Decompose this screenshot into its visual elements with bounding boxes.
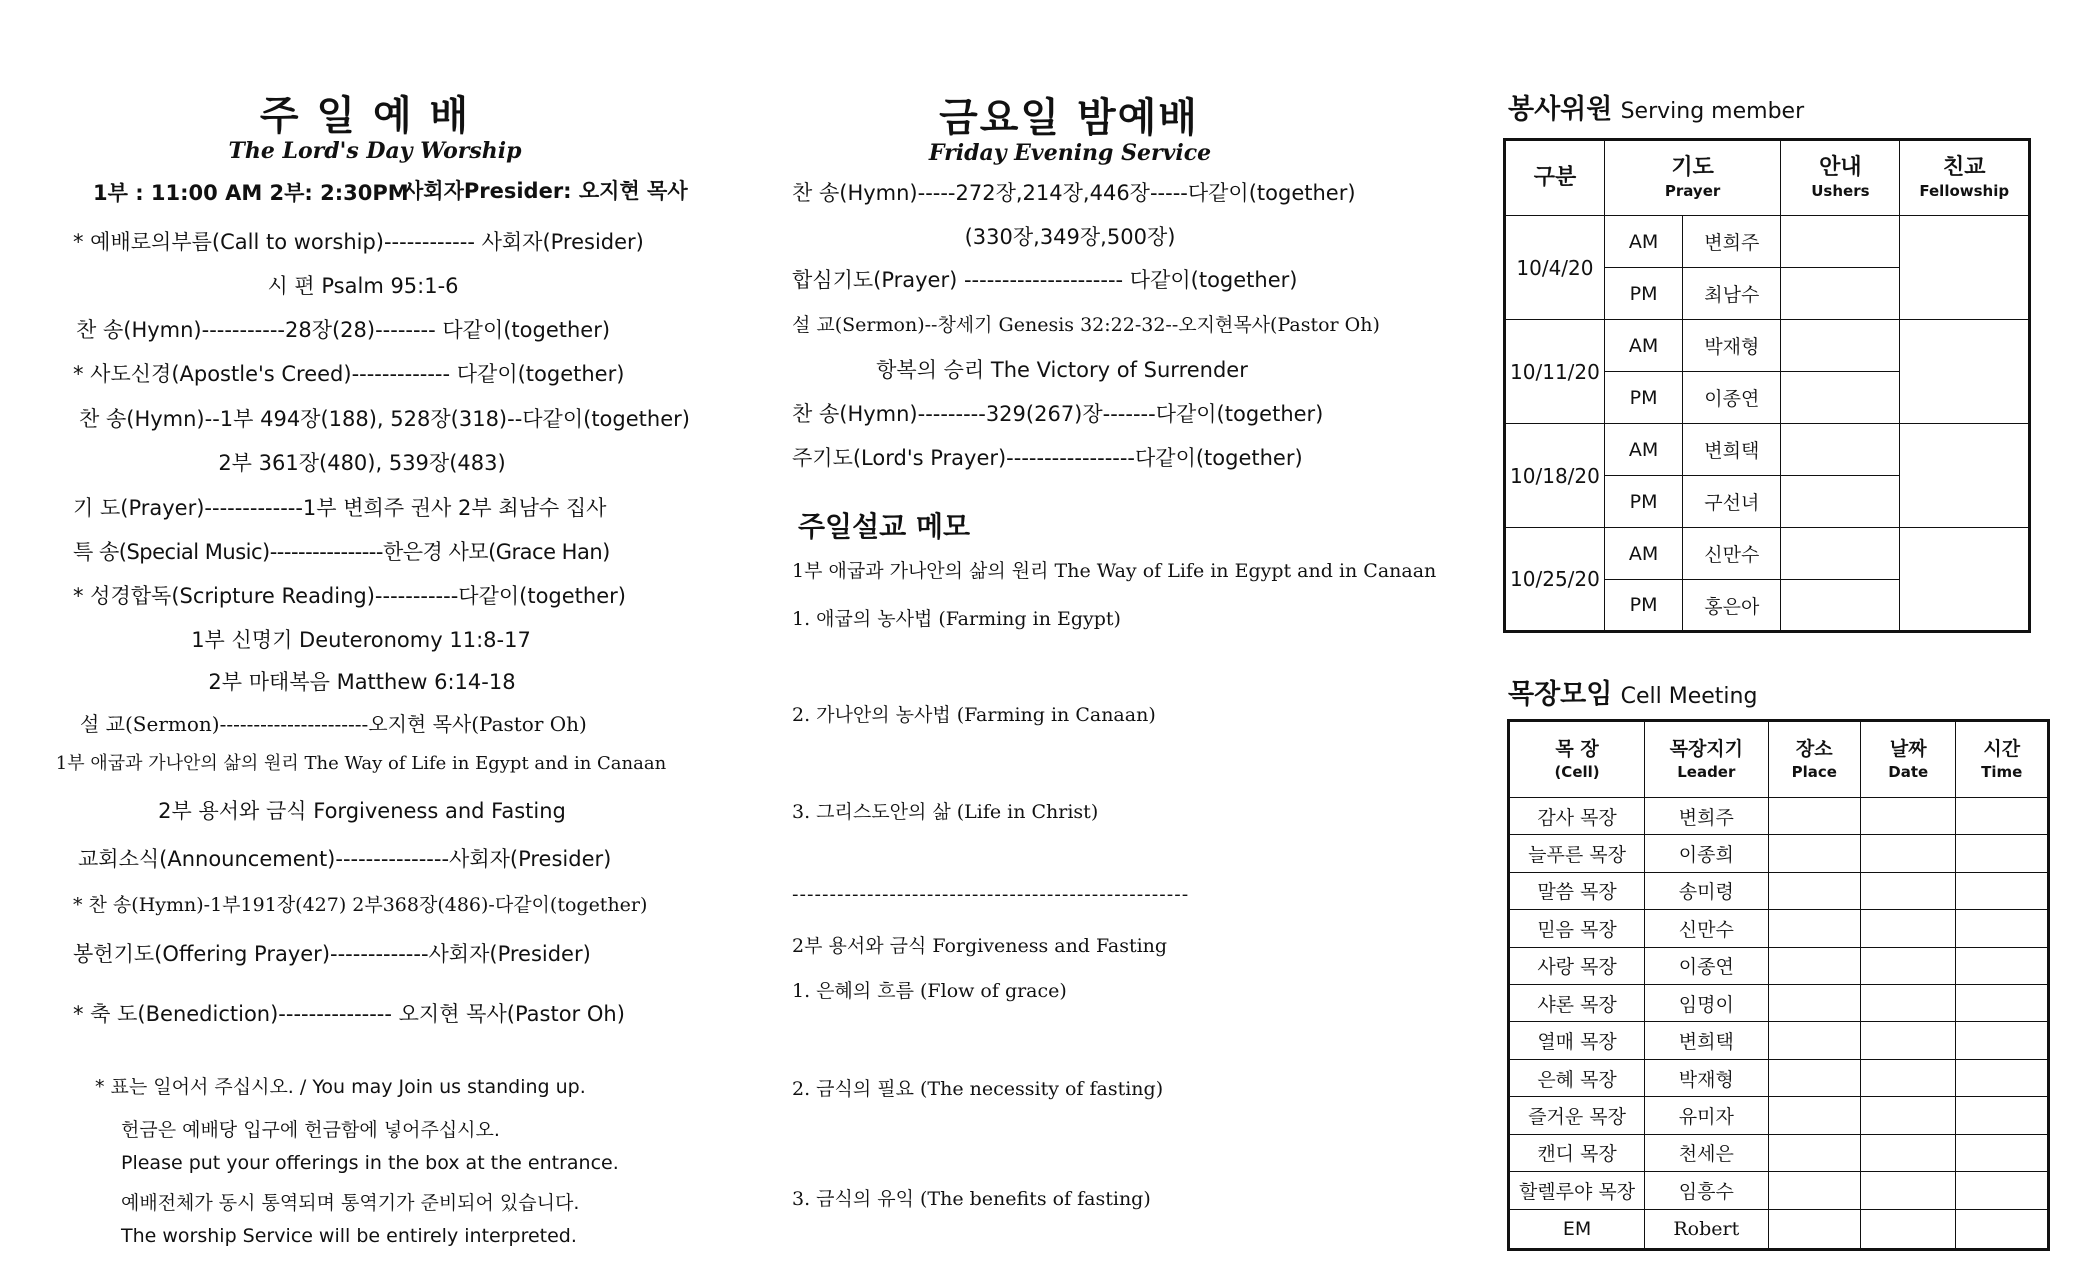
serving-am-label: AM: [1604, 320, 1682, 372]
order-sermon-title-1: 1부 애굽과 가나안의 삶의 원리 The Way of Life in Egypt and in Canaan: [55, 753, 667, 774]
cell-time: [1956, 910, 2049, 947]
cell-leader: 임흥수: [1645, 1172, 1768, 1209]
cell-name: 사랑 목장: [1509, 947, 1645, 984]
serving-date: 10/4/20: [1505, 216, 1605, 320]
cell-leader: 천세은: [1645, 1134, 1768, 1171]
cell-col-date: 날짜 Date: [1861, 721, 1956, 798]
serving-pm-label: PM: [1604, 268, 1682, 320]
serving-pm-label: PM: [1604, 580, 1682, 632]
table-row: [1509, 1059, 2049, 1096]
order-offering-prayer: 봉헌기도(Offering Prayer)-------------사회자(Presider): [73, 942, 591, 966]
cell-time: [1956, 1172, 2049, 1209]
friday-hymn-1: 찬 송(Hymn)-----272장,214장,446장-----다같이(together): [792, 181, 1356, 205]
serving-usher-cell: [1781, 320, 1900, 372]
serving-am-name: 신만수: [1683, 528, 1781, 580]
order-hymn-2: 찬 송(Hymn)--1부 494장(188), 528장(318)--다같이(together): [79, 407, 690, 431]
serving-am-label: AM: [1604, 424, 1682, 476]
order-call-to-worship: * 예배로의부름(Call to worship)------------ 사회자(Presider): [73, 230, 644, 254]
order-hymn-1: 찬 송(Hymn)-----------28장(28)-------- 다같이(together): [76, 318, 611, 342]
serving-usher-cell: [1781, 372, 1900, 424]
cell-date: [1861, 947, 1956, 984]
serving-date: 10/11/20: [1505, 320, 1605, 424]
table-row: [1509, 1134, 2049, 1171]
cell-place: [1768, 910, 1861, 947]
serving-col-ushers: 안내 Ushers: [1781, 140, 1900, 216]
table-row: [1505, 320, 2030, 372]
memo-part2-point3: 3. 금식의 유익 (The benefits of fasting): [792, 1188, 1151, 1210]
cell-place: [1768, 1097, 1861, 1134]
serving-pm-name: 이종연: [1683, 372, 1781, 424]
serving-header-row: [1505, 140, 2030, 216]
order-scripture-1: 1부 신명기 Deuteronomy 11:8-17: [191, 628, 531, 652]
cell-place: [1768, 835, 1861, 872]
order-sermon-title-2: 2부 용서와 금식 Forgiveness and Fasting: [158, 799, 566, 823]
note-standing: * 표는 일어서 주십시오. / You may Join us standing up.: [95, 1076, 586, 1098]
serving-pm-label: PM: [1604, 476, 1682, 528]
cell-heading-en: Cell Meeting: [1620, 684, 1758, 709]
serving-am-label: AM: [1604, 216, 1682, 268]
order-hymn-2-second: 2부 361장(480), 539장(483): [218, 451, 506, 475]
table-row: [1509, 1209, 2049, 1250]
cell-date: [1861, 984, 1956, 1021]
cell-time: [1956, 1134, 2049, 1171]
cell-place: [1768, 797, 1861, 834]
serving-am-label: AM: [1604, 528, 1682, 580]
table-row: [1509, 1022, 2049, 1059]
friday-sermon-title: 항복의 승리 The Victory of Surrender: [876, 358, 1248, 382]
service-times: 1부 : 11:00 AM 2부: 2:30PM: [93, 181, 409, 205]
order-scripture-reading: * 성경합독(Scripture Reading)-----------다같이(together): [73, 584, 626, 608]
cell-place: [1768, 1172, 1861, 1209]
cell-name: 캔디 목장: [1509, 1134, 1645, 1171]
serving-pm-name: 최남수: [1683, 268, 1781, 320]
cell-date: [1861, 835, 1956, 872]
cell-heading: [1508, 672, 1757, 711]
memo-part1-point3: 3. 그리스도안의 삶 (Life in Christ): [792, 801, 1099, 823]
friday-subtitle: Friday Evening Service: [928, 140, 1212, 166]
cell-place: [1768, 1209, 1861, 1250]
order-prayer: 기 도(Prayer)-------------1부 변희주 권사 2부 최남수 집사: [73, 496, 607, 520]
cell-name: 즐거운 목장: [1509, 1097, 1645, 1134]
table-row: [1509, 1172, 2049, 1209]
cell-leader: 신만수: [1645, 910, 1768, 947]
friday-hymn-2: 찬 송(Hymn)---------329(267)장-------다같이(together): [792, 402, 1324, 426]
serving-fellowship-cell: [1900, 320, 2030, 424]
serving-date: 10/18/20: [1505, 424, 1605, 528]
cell-date: [1861, 1172, 1956, 1209]
cell-place: [1768, 872, 1861, 909]
serving-am-name: 변희택: [1683, 424, 1781, 476]
cell-time: [1956, 1022, 2049, 1059]
table-row: [1505, 424, 2030, 476]
cell-leader: 유미자: [1645, 1097, 1768, 1134]
serving-fellowship-cell: [1900, 528, 2030, 632]
serving-usher-cell: [1781, 476, 1900, 528]
cell-date: [1861, 1097, 1956, 1134]
cell-date: [1861, 1022, 1956, 1059]
memo-part2-point2: 2. 금식의 필요 (The necessity of fasting): [792, 1078, 1164, 1100]
serving-usher-cell: [1781, 216, 1900, 268]
cell-date: [1861, 797, 1956, 834]
cell-date: [1861, 910, 1956, 947]
cell-time: [1956, 1209, 2049, 1250]
order-benediction: * 축 도(Benediction)--------------- 오지현 목사(Pastor Oh): [73, 1002, 625, 1026]
serving-am-name: 변희주: [1683, 216, 1781, 268]
friday-title: 금요일 밤예배: [939, 95, 1199, 141]
cell-place: [1768, 947, 1861, 984]
order-special-music: 특 송(Special Music)----------------한은경 사모(Grace Han): [73, 540, 610, 564]
cell-time: [1956, 797, 2049, 834]
serving-heading-ko: 봉사위원: [1508, 94, 1613, 125]
table-row: [1505, 216, 2030, 268]
table-row: [1509, 1097, 2049, 1134]
order-apostles-creed: * 사도신경(Apostle's Creed)------------- 다같이(together): [73, 362, 625, 386]
order-psalm: 시 편 Psalm 95:1-6: [267, 274, 459, 298]
cell-heading-ko: 목장모임: [1508, 679, 1613, 710]
memo-part2-point1: 1. 은혜의 흐름 (Flow of grace): [792, 980, 1067, 1002]
cell-col-place: 장소 Place: [1768, 721, 1861, 798]
friday-sermon: 설 교(Sermon)--창세기 Genesis 32:22-32--오지현목사(Pastor Oh): [792, 314, 1380, 336]
cell-leader: 이종연: [1645, 947, 1768, 984]
note-offering-ko: 헌금은 예배당 입구에 헌금함에 넣어주십시오.: [121, 1119, 500, 1141]
serving-heading: [1508, 87, 1804, 126]
cell-name: EM: [1509, 1209, 1645, 1250]
serving-date: 10/25/20: [1505, 528, 1605, 632]
cell-name: 믿음 목장: [1509, 910, 1645, 947]
table-row: [1509, 797, 2049, 834]
serving-fellowship-cell: [1900, 216, 2030, 320]
note-offering-en: Please put your offerings in the box at the entrance.: [121, 1152, 619, 1174]
cell-name: 할렐루야 목장: [1509, 1172, 1645, 1209]
serving-col-prayer: 기도 Prayer: [1604, 140, 1780, 216]
cell-table: [1507, 719, 2050, 1251]
table-row: [1509, 910, 2049, 947]
cell-date: [1861, 1134, 1956, 1171]
cell-time: [1956, 835, 2049, 872]
table-row: [1509, 947, 2049, 984]
memo-heading: 주일설교 메모: [798, 510, 971, 543]
order-announcement: 교회소식(Announcement)---------------사회자(Presider): [78, 847, 612, 871]
table-row: [1505, 528, 2030, 580]
memo-part1-point1: 1. 애굽의 농사법 (Farming in Egypt): [792, 608, 1121, 630]
table-row: [1509, 872, 2049, 909]
cell-place: [1768, 1134, 1861, 1171]
order-scripture-2: 2부 마태복음 Matthew 6:14-18: [208, 670, 516, 694]
cell-leader: 송미령: [1645, 872, 1768, 909]
order-hymn-3: * 찬 송(Hymn)-1부191장(427) 2부368장(486)-다같이(together): [73, 894, 648, 916]
table-row: [1509, 835, 2049, 872]
friday-hymn-1-second: (330장,349장,500장): [964, 225, 1176, 249]
memo-part2-title: 2부 용서와 금식 Forgiveness and Fasting: [792, 935, 1168, 957]
cell-time: [1956, 984, 2049, 1021]
sunday-subtitle: The Lord's Day Worship: [228, 138, 522, 164]
cell-name: 늘푸른 목장: [1509, 835, 1645, 872]
friday-group-prayer: 합심기도(Prayer) --------------------- 다같이(together): [792, 268, 1298, 292]
cell-place: [1768, 1022, 1861, 1059]
cell-leader: 임명이: [1645, 984, 1768, 1021]
serving-col-category: 구분: [1505, 140, 1605, 216]
friday-lords-prayer: 주기도(Lord's Prayer)-----------------다같이(together): [792, 446, 1303, 470]
serving-pm-name: 구선녀: [1683, 476, 1781, 528]
serving-fellowship-cell: [1900, 424, 2030, 528]
serving-usher-cell: [1781, 528, 1900, 580]
cell-leader: 변희주: [1645, 797, 1768, 834]
cell-name: 감사 목장: [1509, 797, 1645, 834]
cell-leader: 변희택: [1645, 1022, 1768, 1059]
table-row: [1509, 984, 2049, 1021]
memo-divider: -----------------------------------------------------: [792, 884, 1190, 905]
serving-heading-en: Serving member: [1620, 99, 1805, 124]
cell-name: 은혜 목장: [1509, 1059, 1645, 1096]
presider: 사회자Presider: 오지현 목사: [403, 179, 688, 203]
serving-usher-cell: [1781, 580, 1900, 632]
order-sermon: 설 교(Sermon)----------------------오지현 목사(Pastor Oh): [80, 712, 587, 736]
cell-date: [1861, 872, 1956, 909]
cell-leader: Robert: [1645, 1209, 1768, 1250]
cell-place: [1768, 1059, 1861, 1096]
serving-table: [1503, 138, 2031, 633]
cell-col-time: 시간 Time: [1956, 721, 2049, 798]
cell-place: [1768, 984, 1861, 1021]
cell-time: [1956, 947, 2049, 984]
memo-part1-title: 1부 애굽과 가나안의 삶의 원리 The Way of Life in Egypt and in Canaan: [792, 560, 1437, 582]
serving-pm-label: PM: [1604, 372, 1682, 424]
cell-date: [1861, 1209, 1956, 1250]
cell-header-row: [1509, 721, 2049, 798]
cell-col-leader: 목장지기 Leader: [1645, 721, 1768, 798]
cell-leader: 이종희: [1645, 835, 1768, 872]
cell-time: [1956, 872, 2049, 909]
cell-time: [1956, 1097, 2049, 1134]
serving-pm-name: 홍은아: [1683, 580, 1781, 632]
serving-col-fellowship: 친교 Fellowship: [1900, 140, 2030, 216]
cell-name: 말씀 목장: [1509, 872, 1645, 909]
serving-am-name: 박재형: [1683, 320, 1781, 372]
cell-leader: 박재형: [1645, 1059, 1768, 1096]
note-interpret-en: The worship Service will be entirely interpreted.: [121, 1225, 577, 1247]
cell-col-cell: 목 장 (Cell): [1509, 721, 1645, 798]
cell-date: [1861, 1059, 1956, 1096]
cell-name: 열매 목장: [1509, 1022, 1645, 1059]
note-interpret-ko: 예배전체가 동시 통역되며 통역기가 준비되어 있습니다.: [121, 1192, 580, 1214]
sunday-title: 주 일 예 배: [259, 93, 471, 139]
cell-name: 샤론 목장: [1509, 984, 1645, 1021]
memo-part1-point2: 2. 가나안의 농사법 (Farming in Canaan): [792, 704, 1156, 726]
cell-time: [1956, 1059, 2049, 1096]
serving-usher-cell: [1781, 424, 1900, 476]
serving-usher-cell: [1781, 268, 1900, 320]
